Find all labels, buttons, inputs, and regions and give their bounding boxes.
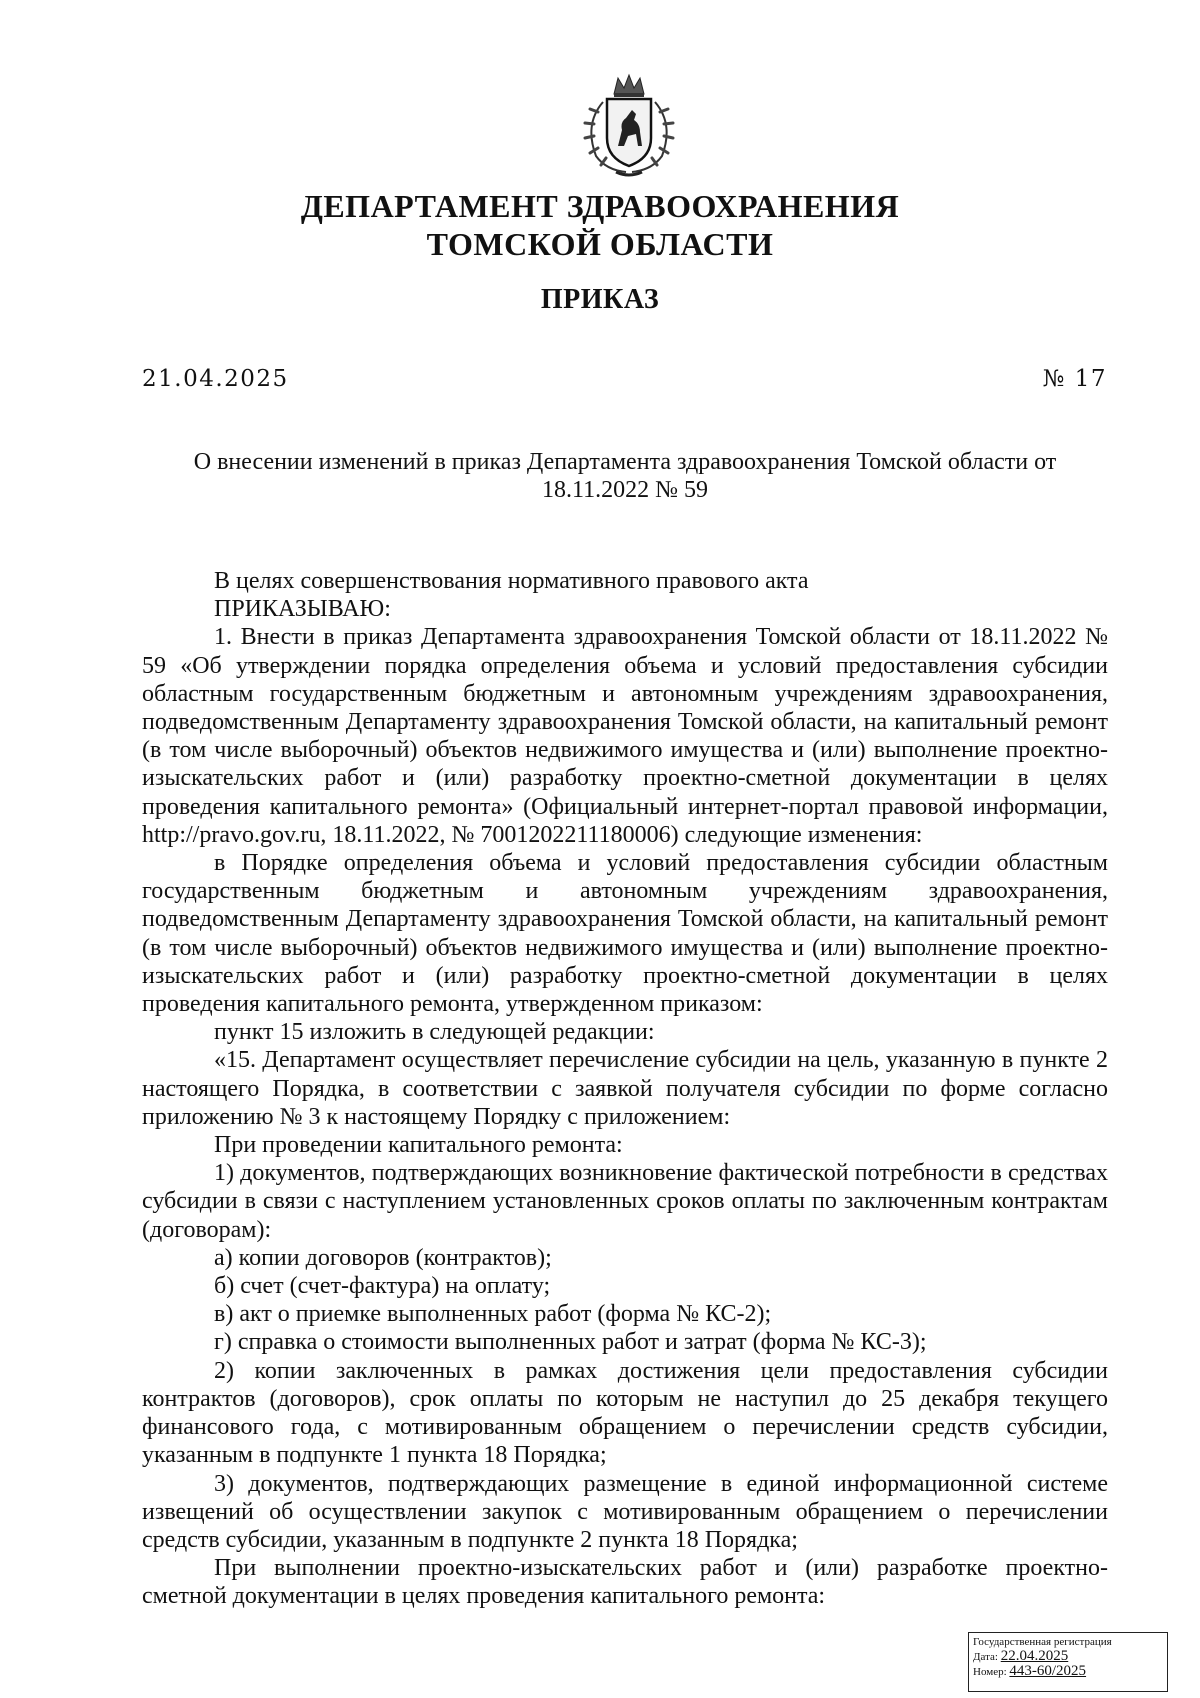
paragraph-subitem-2: 2) копии заключенных в рамках достижения цели предоставления субсидии контрактов (договоров), срок оплаты по которым не наступил до 25 декабря текущего финансового года, с мотивированным обращением о перечислении средств субсидии, указанным в подпункте 1 пункта 18 Порядка; <box>142 1357 1108 1469</box>
paragraph-procedure: в Порядке определения объема и условий предоставления субсидии областным государственным бюджетным и автономным учреждениям здравоохранения, подведомственным Департаменту здравоохранения Томской области, на капитальный ремонт (в том числе выборочный) объектов недвижимого имущества и (или) выполнение проектно-изыскательских работ и (или) разработку проектно-сметной документации в целях проведения капитального ремонта, утвержденном приказом: <box>142 850 1108 1018</box>
org-title-line2: ТОМСКОЙ ОБЛАСТИ <box>426 226 774 262</box>
paragraph-subitem-v: в) акт о приемке выполненных работ (форма № КС-2); <box>214 1301 772 1328</box>
stamp-number-value: 443-60/2025 <box>1009 1663 1087 1679</box>
paragraph-order-word: ПРИКАЗЫВАЮ: <box>214 596 391 623</box>
subject-line2: 18.11.2022 № 59 <box>541 477 708 503</box>
paragraph-point-15-intro: пункт 15 изложить в следующей редакции: <box>214 1019 655 1046</box>
paragraph-subitem-a: а) копии договоров (контрактов); <box>214 1244 552 1271</box>
paragraph-item-1: 1. Внести в приказ Департамента здравоохранения Томской области от 18.11.2022 № 59 «Об утверждении порядка определения объема и условий предоставления субсидии областным государственным бюджетным и автономным учреждениям здравоохранения, подведомственным Департаменту здравоохранения Томской области, на капитальный ремонт (в том числе выборочный) объектов недвижимого имущества и (или) выполнение проектно-изыскательских работ и (или) разработку проектно-сметной документации в целях проведения капитального ремонта» (Официальный интернет-портал правовой информации, http://pravo.gov.ru, 18.11.2022, № 7001202211180006) следующие изменения: <box>142 624 1108 848</box>
paragraph-preamble: В целях совершенствования нормативного правового акта <box>214 568 809 594</box>
document-type: ПРИКАЗ <box>540 284 660 315</box>
order-date: 21.04.2025 <box>142 366 289 392</box>
order-body <box>142 567 1108 1611</box>
paragraph-subitem-b: б) счет (счет-фактура) на оплату; <box>214 1273 551 1300</box>
paragraph-point-15: «15. Департамент осуществляет перечисление субсидии на цель, указанную в пункте 2 настоящего Порядка, в соответствии с заявкой получателя субсидии по форме согласно приложению № 3 к настоящему Порядку с приложением: <box>142 1047 1108 1130</box>
order-subject <box>150 448 1100 504</box>
stamp-date-value: 22.04.2025 <box>1000 1648 1069 1664</box>
subject-line1: О внесении изменений в приказ Департамента здравоохранения Томской области от <box>193 449 1057 475</box>
paragraph-design-works: При выполнении проектно-изыскательских работ и (или) разработке проектно-сметной документации в целях проведения капитального ремонта: <box>142 1555 1108 1610</box>
stamp-title: Государственная регистрация <box>973 1636 1112 1648</box>
paragraph-subitem-1: 1) документов, подтверждающих возникновение фактической потребности в средствах субсидии в связи с наступлением установленных сроков оплаты по заключенным контрактам (договорам): <box>142 1160 1108 1243</box>
registration-stamp <box>968 1632 1168 1692</box>
stamp-date-label: Дата: <box>973 1651 998 1663</box>
paragraph-subitem-3: 3) документов, подтверждающих размещение в единой информационной системе извещений об осуществлении закупок с мотивированным обращением о перечислении средств субсидии, указанным в подпункте 2 пункта 18 Порядка; <box>142 1470 1108 1553</box>
org-title-line1: ДЕПАРТАМЕНТ ЗДРАВООХРАНЕНИЯ <box>300 188 900 224</box>
paragraph-subitem-g: г) справка о стоимости выполненных работ и затрат (форма № КС-3); <box>214 1329 927 1356</box>
stamp-number-label: Номер: <box>973 1666 1007 1678</box>
order-number: № 17 <box>1042 366 1107 392</box>
coat-of-arms-emblem <box>570 72 688 178</box>
paragraph-capital-repair: При проведении капитального ремонта: <box>214 1132 623 1159</box>
